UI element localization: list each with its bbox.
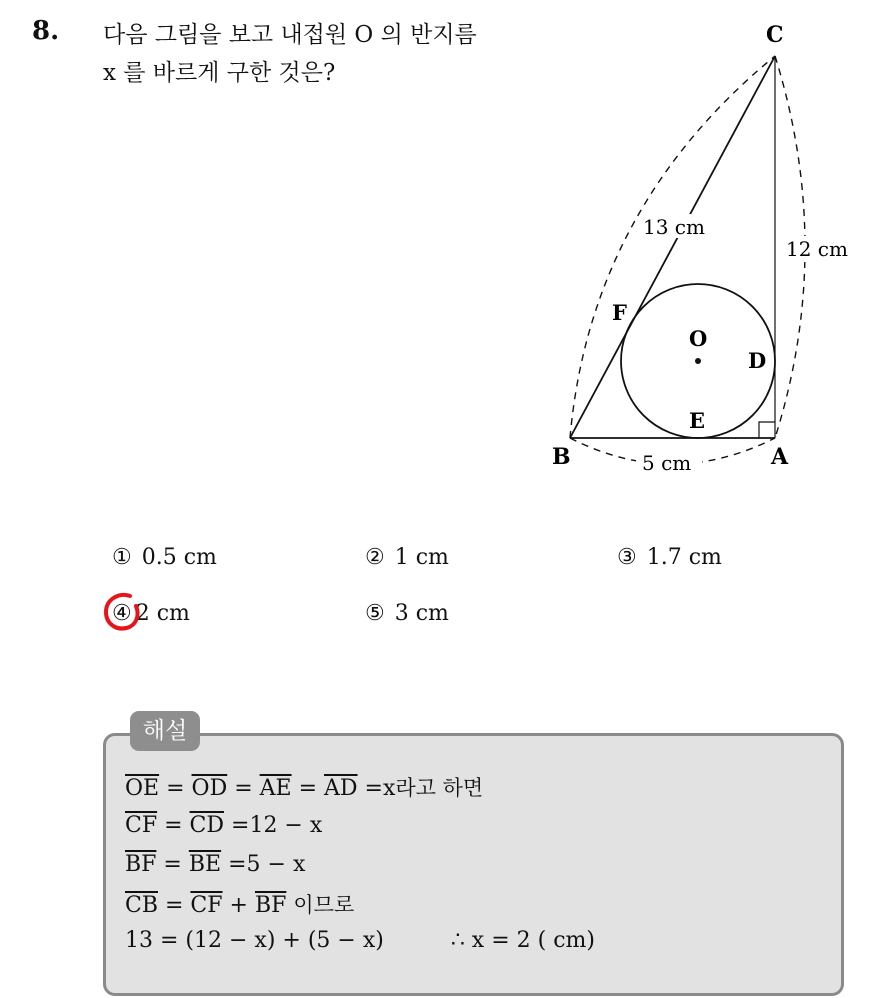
point-d-label: D [748,348,767,373]
equals-sign: = [157,813,190,838]
question-number: 8. [32,16,60,46]
choice-3[interactable] [617,545,722,570]
choice-2-text: 1 cm [394,545,449,570]
question-text [103,16,543,92]
center-point [695,358,701,364]
segment-cf: $\overline{CF}$ [125,813,158,838]
choice-4-number: ④ [112,601,132,626]
choice-2-number: ② [365,545,385,570]
choice-1[interactable] [112,545,217,570]
choice-1-number: ① [112,545,132,570]
plus-sign: + [222,893,255,918]
choice-1-text: 0.5 cm [141,545,217,570]
segment-od: $\overline{OD}$ [191,776,228,801]
choice-2[interactable] [365,545,449,570]
length-bc-label: 13 cm [643,215,705,239]
line-5-result: ∴ x = 2 ( cm) [450,928,595,953]
line-1-tail: =x [364,776,396,801]
answer-circle-mark [100,590,144,634]
vertex-a-label: A [771,444,789,470]
choice-5[interactable] [365,601,449,626]
solution-tab: 해설 [130,711,200,751]
segment-ad: $\overline{AD}$ [324,776,358,801]
vertex-b-label: B [552,444,571,470]
line-4-korean: 이므로 [293,893,355,917]
line-3-tail: =5 − x [228,852,306,877]
equals-sign: = [291,776,325,801]
side-bc [570,56,775,438]
segment-cd: $\overline{CD}$ [189,813,225,838]
point-e-label: E [689,408,706,433]
line-1-korean: 라고 하면 [395,776,484,800]
segment-oe: $\overline{OE}$ [125,776,160,801]
question-line-1: 다음 그림을 보고 내접원 O 의 반지름 [103,22,477,48]
equals-sign: = [158,893,191,918]
solution-line-1 [125,772,483,802]
solution-line-2 [125,813,322,838]
choice-3-text: 1.7 cm [646,545,722,570]
choice-5-text: 3 cm [394,601,449,626]
segment-bf: $\overline{BF}$ [125,852,157,877]
triangle-figure [540,18,870,478]
length-ac-label: 12 cm [786,237,848,261]
choice-5-number: ⑤ [365,601,385,626]
equals-sign: = [156,852,189,877]
vertex-c-label: C [766,22,784,48]
question-line-2: x 를 바르게 구한 것은? [103,60,336,86]
solution-line-5 [125,928,595,953]
segment-cb: $\overline{CB}$ [125,893,158,918]
segment-ae: $\overline{AE}$ [259,776,292,801]
choice-4-text: 2 cm [135,601,190,626]
equals-sign: = [159,776,192,801]
right-angle-mark [759,422,775,438]
point-f-label: F [612,300,627,325]
line-5-equation: 13 = (12 − x) + (5 − x) [125,928,384,953]
segment-bf-2: $\overline{BF}$ [254,893,287,918]
length-ab-label: 5 cm [642,451,692,475]
center-o-label: O [689,326,708,351]
equals-sign: = [227,776,260,801]
line-2-tail: =12 − x [231,813,323,838]
segment-cf-2: $\overline{CF}$ [190,893,223,918]
solution-line-3 [125,852,305,877]
solution-line-4 [125,889,354,919]
segment-be: $\overline{BE}$ [188,852,222,877]
choice-3-number: ③ [617,545,637,570]
